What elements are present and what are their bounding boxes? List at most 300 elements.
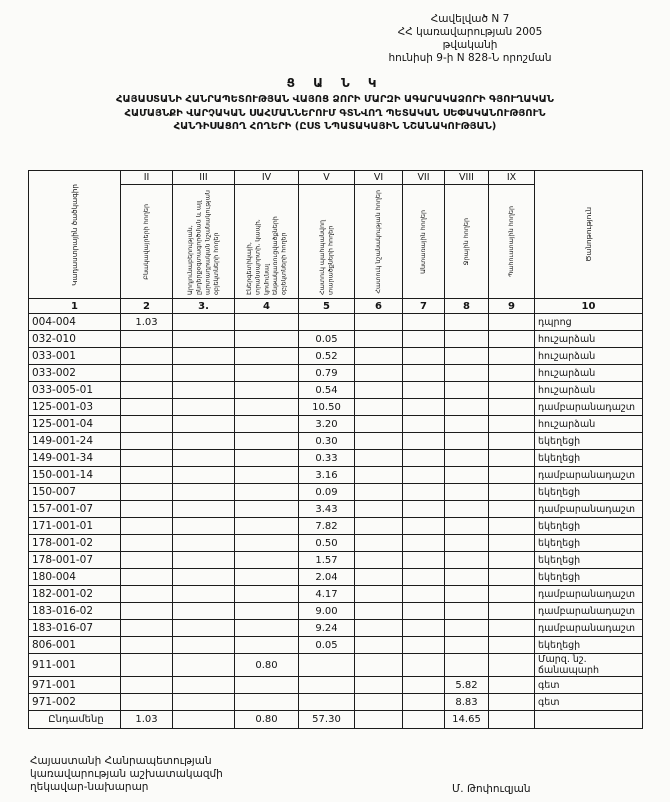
area-value-cell (299, 677, 355, 694)
signature-line-1: Հայաստանի Հանրապետության (30, 755, 212, 767)
area-value-cell (355, 467, 403, 484)
area-value-cell (235, 382, 299, 399)
column-number-row (29, 299, 643, 314)
cadastral-code-cell: 971-002 (29, 694, 121, 711)
area-value-cell (235, 620, 299, 637)
cadastral-code-cell: 183-016-07 (29, 620, 121, 637)
table-row (29, 654, 643, 677)
cadastral-code-cell: 178-001-07 (29, 552, 121, 569)
area-value-cell (299, 314, 355, 331)
cadastral-code-cell: 033-001 (29, 348, 121, 365)
area-value-cell (355, 399, 403, 416)
table-row (29, 501, 643, 518)
area-value-cell (173, 314, 235, 331)
area-value-cell (121, 331, 173, 348)
area-value-cell (445, 637, 489, 654)
area-value-cell (355, 552, 403, 569)
area-value-cell: 0.52 (299, 348, 355, 365)
area-value-cell (173, 348, 235, 365)
area-value-cell (235, 518, 299, 535)
area-value-cell (403, 365, 445, 382)
header-special-purpose-lands (355, 185, 403, 299)
area-value-cell: 0.80 (235, 654, 299, 677)
area-value-cell (445, 501, 489, 518)
area-value-cell (489, 654, 535, 677)
table-row (29, 484, 643, 501)
header-settlement-lands (121, 185, 173, 299)
area-value-cell (489, 348, 535, 365)
table-row (29, 450, 643, 467)
area-value-cell: 0.54 (299, 382, 355, 399)
note-cell: եկեղեցի (535, 637, 643, 654)
header-infrastructure-lands-label: Էներգետիկայի, տրանսպորտի, կապի, կոմունալ ենթակառուցվածքների օբյեկտների հողեր (244, 215, 288, 295)
area-value-cell (355, 365, 403, 382)
area-value-cell (173, 711, 235, 729)
area-value-cell (489, 314, 535, 331)
area-value-cell (173, 382, 235, 399)
table-row (29, 535, 643, 552)
area-value-cell (121, 382, 173, 399)
area-value-cell (355, 484, 403, 501)
area-value-cell (489, 382, 535, 399)
area-value-cell (403, 450, 445, 467)
area-value-cell (403, 416, 445, 433)
note-cell: գետ (535, 677, 643, 694)
area-value-cell (489, 433, 535, 450)
table-row (29, 348, 643, 365)
decree-line-1: ՀՀ կառավարության 2005 թվականի (397, 26, 543, 51)
area-value-cell (121, 416, 173, 433)
area-value-cell: 0.30 (299, 433, 355, 450)
table-row (29, 416, 643, 433)
area-value-cell (355, 677, 403, 694)
header-notes-label: Ծանոթություն (583, 207, 593, 262)
area-value-cell: 5.82 (445, 677, 489, 694)
area-value-cell (445, 603, 489, 620)
area-value-cell (121, 467, 173, 484)
area-value-cell (445, 620, 489, 637)
cadastral-code-cell: 182-001-02 (29, 586, 121, 603)
note-cell: Մարզ. նշ. ճանապարհ (535, 654, 643, 677)
header-roman-VII: VII (403, 171, 445, 185)
area-value-cell (403, 569, 445, 586)
area-value-cell (403, 314, 445, 331)
note-cell: դպրոց (535, 314, 643, 331)
header-industrial-lands (173, 185, 235, 299)
area-value-cell (173, 677, 235, 694)
cadastral-code-cell: Ընդամենը (29, 711, 121, 729)
table-body (29, 314, 643, 729)
table-row (29, 518, 643, 535)
note-cell: եկեղեցի (535, 450, 643, 467)
total-row (29, 711, 643, 729)
area-value-cell (489, 467, 535, 484)
title-line-2: ՀԱՄԱՅՆՔԻ ՎԱՐՉԱԿԱՆ ՍԱՀՄԱՆՆԵՐՈՒՄ ԳՏՆՎՈՂ ՊԵՏԱԿԱՆ ՍԵՓԱԿԱՆՈՒԹՅՈՒՆ (124, 107, 546, 119)
area-value-cell (121, 433, 173, 450)
signatory-name: Մ. Թոփուզյան (452, 783, 531, 795)
area-value-cell (173, 484, 235, 501)
roman-numeral-row (29, 171, 643, 185)
area-value-cell (403, 331, 445, 348)
area-value-cell (173, 501, 235, 518)
table-row (29, 569, 643, 586)
area-value-cell: 0.79 (299, 365, 355, 382)
area-value-cell (235, 501, 299, 518)
area-value-cell (121, 620, 173, 637)
area-value-cell (445, 569, 489, 586)
area-value-cell (235, 433, 299, 450)
note-cell: հուշարձան (535, 348, 643, 365)
area-value-cell: 10.50 (299, 399, 355, 416)
area-value-cell (173, 620, 235, 637)
area-value-cell (173, 518, 235, 535)
area-value-cell (173, 535, 235, 552)
note-cell: դամբարանադաշտ (535, 467, 643, 484)
header-roman-IX: IX (489, 171, 535, 185)
table-row (29, 552, 643, 569)
area-value-cell (299, 654, 355, 677)
area-value-cell (121, 603, 173, 620)
area-value-cell (299, 694, 355, 711)
area-value-cell: 0.09 (299, 484, 355, 501)
area-value-cell (489, 501, 535, 518)
area-value-cell (489, 620, 535, 637)
area-value-cell: 2.04 (299, 569, 355, 586)
signature-line-3: ղեկավար-նախարար (30, 781, 149, 793)
table-row (29, 620, 643, 637)
area-value-cell (173, 416, 235, 433)
table-row (29, 433, 643, 450)
cadastral-code-cell: 149-001-24 (29, 433, 121, 450)
area-value-cell (355, 348, 403, 365)
table-row (29, 694, 643, 711)
cadastral-code-cell: 171-001-01 (29, 518, 121, 535)
area-value-cell (489, 450, 535, 467)
area-value-cell (173, 467, 235, 484)
area-value-cell (445, 382, 489, 399)
table-row (29, 382, 643, 399)
area-value-cell (445, 416, 489, 433)
area-value-cell (173, 365, 235, 382)
table-row (29, 603, 643, 620)
note-cell: հուշարձան (535, 416, 643, 433)
area-value-cell (403, 433, 445, 450)
appendix-reference (370, 13, 570, 65)
area-value-cell: 0.33 (299, 450, 355, 467)
area-value-cell (235, 314, 299, 331)
area-value-cell: 3.16 (299, 467, 355, 484)
cadastral-code-cell: 150-001-14 (29, 467, 121, 484)
cadastral-code-cell: 032-010 (29, 331, 121, 348)
signature-line-2: կառավարության աշխատակազմի (30, 768, 223, 780)
cadastral-code-cell: 806-001 (29, 637, 121, 654)
cadastral-code-cell: 971-001 (29, 677, 121, 694)
header-roman-V: V (299, 171, 355, 185)
area-value-cell (235, 586, 299, 603)
area-value-cell (403, 586, 445, 603)
area-value-cell: 1.57 (299, 552, 355, 569)
area-value-cell (355, 382, 403, 399)
area-value-cell (173, 654, 235, 677)
area-value-cell (355, 694, 403, 711)
area-value-cell (489, 552, 535, 569)
area-value-cell (489, 677, 535, 694)
area-value-cell (355, 501, 403, 518)
table-row (29, 314, 643, 331)
area-value-cell (403, 620, 445, 637)
header-reserve-lands-label: Պահուստային հողեր (507, 206, 516, 277)
header-forest-lands (403, 185, 445, 299)
area-value-cell: 4.17 (299, 586, 355, 603)
area-value-cell (445, 552, 489, 569)
area-value-cell (235, 677, 299, 694)
cadastral-code-cell: 149-001-34 (29, 450, 121, 467)
area-value-cell (489, 569, 535, 586)
note-cell: եկեղեցի (535, 535, 643, 552)
header-industrial-lands-label: Արդյունաբերության, ընդերքօգտագործման և այլ արտադրական նշանակության օբյեկտների հողեր (186, 189, 221, 295)
area-value-cell (121, 518, 173, 535)
column-number: 2 (121, 299, 173, 314)
header-water-lands-label: Ջրային հողեր (462, 217, 471, 266)
area-value-cell (121, 450, 173, 467)
note-cell: եկեղեցի (535, 569, 643, 586)
area-value-cell: 3.43 (299, 501, 355, 518)
area-value-cell (121, 535, 173, 552)
area-value-cell (403, 501, 445, 518)
area-value-cell (121, 637, 173, 654)
area-value-cell (489, 484, 535, 501)
area-value-cell (355, 654, 403, 677)
header-cadastral-code-label: Կադաստրային ծածկագիր (69, 183, 79, 286)
land-category-table (28, 170, 643, 729)
area-value-cell (403, 484, 445, 501)
note-cell: եկեղեցի (535, 433, 643, 450)
area-value-cell (121, 677, 173, 694)
area-value-cell (173, 569, 235, 586)
area-value-cell (489, 518, 535, 535)
document-title (0, 93, 670, 134)
signature-block (30, 755, 223, 794)
cadastral-code-cell: 125-001-04 (29, 416, 121, 433)
area-value-cell (403, 467, 445, 484)
note-cell: հուշարձան (535, 365, 643, 382)
area-value-cell (445, 365, 489, 382)
area-value-cell (489, 603, 535, 620)
area-value-cell: 14.65 (445, 711, 489, 729)
area-value-cell (235, 637, 299, 654)
cadastral-code-cell: 157-001-07 (29, 501, 121, 518)
area-value-cell (403, 399, 445, 416)
area-value-cell (445, 467, 489, 484)
table-row (29, 677, 643, 694)
cadastral-code-cell: 180-004 (29, 569, 121, 586)
column-number: 8 (445, 299, 489, 314)
area-value-cell (355, 569, 403, 586)
area-value-cell (403, 637, 445, 654)
table-row (29, 331, 643, 348)
area-value-cell: 9.00 (299, 603, 355, 620)
area-value-cell (173, 603, 235, 620)
area-value-cell (445, 348, 489, 365)
area-value-cell (403, 518, 445, 535)
area-value-cell (403, 654, 445, 677)
area-value-cell (489, 637, 535, 654)
area-value-cell (173, 450, 235, 467)
area-value-cell (121, 484, 173, 501)
table-row (29, 637, 643, 654)
column-number: 5 (299, 299, 355, 314)
area-value-cell (355, 535, 403, 552)
area-value-cell: 0.05 (299, 637, 355, 654)
area-value-cell: 3.20 (299, 416, 355, 433)
area-value-cell (355, 637, 403, 654)
area-value-cell (403, 694, 445, 711)
area-value-cell (445, 586, 489, 603)
header-reserve-lands (489, 185, 535, 299)
area-value-cell (489, 711, 535, 729)
cadastral-code-cell: 033-002 (29, 365, 121, 382)
header-infrastructure-lands (235, 185, 299, 299)
header-roman-II: II (121, 171, 173, 185)
area-value-cell: 8.83 (445, 694, 489, 711)
note-cell (535, 711, 643, 729)
area-value-cell (121, 654, 173, 677)
area-value-cell (173, 433, 235, 450)
area-value-cell (235, 416, 299, 433)
header-protected-lands-label: Հատուկ պահպանվող տարածքների հողեր (317, 219, 335, 295)
area-value-cell (235, 535, 299, 552)
column-number: 4 (235, 299, 299, 314)
cadastral-code-cell: 033-005-01 (29, 382, 121, 399)
note-cell: գետ (535, 694, 643, 711)
area-value-cell (489, 694, 535, 711)
column-number: 7 (403, 299, 445, 314)
header-settlement-lands-label: Բնակավայրերի հողեր (142, 203, 151, 280)
area-value-cell (445, 518, 489, 535)
area-value-cell (355, 433, 403, 450)
area-value-cell: 7.82 (299, 518, 355, 535)
title-line-3: ՀԱՆԴԻՍԱՑՈՂ ՀՈՂԵՐԻ (ԸՍՏ ՆՊԱՏԱԿԱՅԻՆ ՆՇԱՆԱԿՈՒԹՅԱՆ) (173, 121, 497, 132)
area-value-cell (235, 399, 299, 416)
header-cadastral-code (29, 171, 121, 299)
area-value-cell (445, 450, 489, 467)
cadastral-code-cell: 150-007 (29, 484, 121, 501)
area-value-cell (355, 586, 403, 603)
table-row (29, 399, 643, 416)
cadastral-code-cell: 178-001-02 (29, 535, 121, 552)
area-value-cell (403, 677, 445, 694)
column-number: 3. (173, 299, 235, 314)
cadastral-code-cell: 125-001-03 (29, 399, 121, 416)
area-value-cell (121, 501, 173, 518)
note-cell: հուշարձան (535, 331, 643, 348)
area-value-cell (121, 694, 173, 711)
area-value-cell: 0.50 (299, 535, 355, 552)
area-value-cell: 57.30 (299, 711, 355, 729)
area-value-cell (403, 711, 445, 729)
area-value-cell (121, 399, 173, 416)
area-value-cell (403, 535, 445, 552)
header-notes (535, 171, 643, 299)
area-value-cell (235, 348, 299, 365)
title-line-1: ՀԱՅԱՍՏԱՆԻ ՀԱՆՐԱՊԵՏՈՒԹՅԱՆ ՎԱՅՈՑ ՁՈՐԻ ՄԱՐԶԻ ԱԳԱՐԱԿԱՁՈՐԻ ԳՅՈՒՂԱԿԱՆ (116, 94, 554, 105)
area-value-cell (235, 484, 299, 501)
area-value-cell (173, 637, 235, 654)
note-cell: դամբարանադաշտ (535, 620, 643, 637)
document-caption: Ց Ա Ն Կ (286, 76, 384, 90)
note-cell: եկեղեցի (535, 484, 643, 501)
area-value-cell (235, 331, 299, 348)
area-value-cell (355, 450, 403, 467)
column-number: 1 (29, 299, 121, 314)
area-value-cell (403, 348, 445, 365)
area-value-cell (445, 331, 489, 348)
area-value-cell: 1.03 (121, 314, 173, 331)
header-roman-VI: VI (355, 171, 403, 185)
area-value-cell (235, 450, 299, 467)
area-value-cell (235, 694, 299, 711)
column-number: 10 (535, 299, 643, 314)
note-cell: դամբարանադաշտ (535, 586, 643, 603)
header-forest-lands-label: Անտառային հողեր (419, 209, 428, 274)
area-value-cell (445, 484, 489, 501)
header-roman-IV: IV (235, 171, 299, 185)
area-value-cell (173, 552, 235, 569)
table-row (29, 586, 643, 603)
area-value-cell (489, 331, 535, 348)
area-value-cell (173, 331, 235, 348)
area-value-cell (173, 694, 235, 711)
note-cell: հուշարձան (535, 382, 643, 399)
note-cell: դամբարանադաշտ (535, 399, 643, 416)
table-row (29, 365, 643, 382)
area-value-cell: 9.24 (299, 620, 355, 637)
area-value-cell (235, 467, 299, 484)
area-value-cell (121, 586, 173, 603)
area-value-cell (445, 399, 489, 416)
area-value-cell (445, 535, 489, 552)
area-value-cell (121, 365, 173, 382)
area-value-cell (355, 620, 403, 637)
area-value-cell (355, 331, 403, 348)
area-value-cell (121, 348, 173, 365)
area-value-cell (489, 365, 535, 382)
header-water-lands (445, 185, 489, 299)
area-value-cell (403, 552, 445, 569)
header-special-purpose-lands-label: Հատուկ նշանակության հողեր (374, 189, 383, 294)
area-value-cell (489, 586, 535, 603)
area-value-cell (121, 569, 173, 586)
cadastral-code-cell: 004-004 (29, 314, 121, 331)
note-cell: եկեղեցի (535, 552, 643, 569)
area-value-cell (355, 416, 403, 433)
area-value-cell (445, 433, 489, 450)
area-value-cell (235, 569, 299, 586)
area-value-cell (445, 654, 489, 677)
area-value-cell: 0.05 (299, 331, 355, 348)
column-number: 6 (355, 299, 403, 314)
note-cell: դամբարանադաշտ (535, 603, 643, 620)
cadastral-code-cell: 911-001 (29, 654, 121, 677)
area-value-cell: 1.03 (121, 711, 173, 729)
area-value-cell (173, 399, 235, 416)
header-protected-lands (299, 185, 355, 299)
area-value-cell (355, 314, 403, 331)
area-value-cell (355, 603, 403, 620)
area-value-cell (235, 365, 299, 382)
column-number: 9 (489, 299, 535, 314)
table-row (29, 467, 643, 484)
